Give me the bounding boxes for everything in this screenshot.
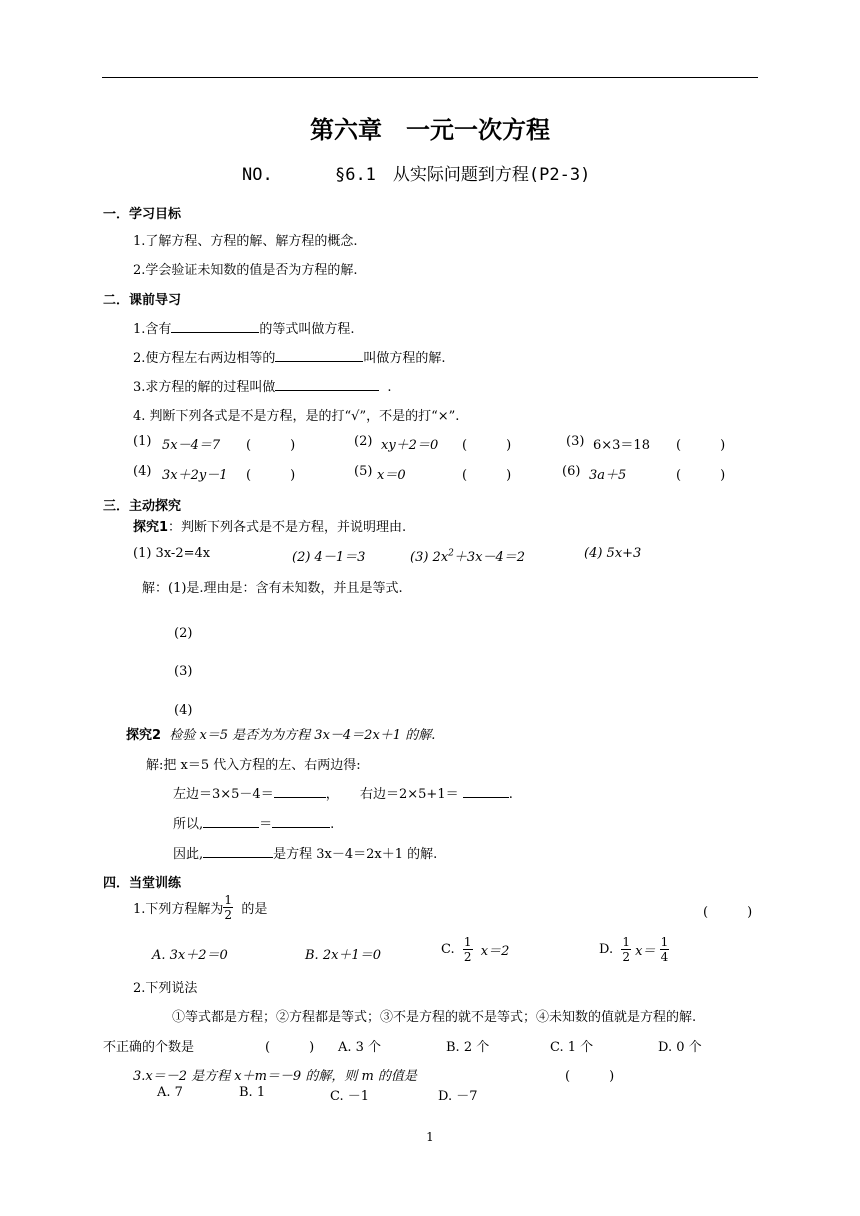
expr-2: xy＋2＝0 [381,438,439,453]
numerator: 1 [660,935,669,949]
blank [275,349,363,362]
answer-3-label: (3) [174,664,193,679]
dot: . [508,787,513,802]
paren: ( ) [246,468,296,483]
option-3c: C. －1 [330,1089,370,1104]
expr-6: 3a＋5 [589,468,627,483]
denominator: 2 [622,950,630,964]
expr-1-label: (1) [133,434,152,449]
explore-1-label: 探究1 [133,520,169,535]
blank [203,815,259,828]
left-side-text: 左边＝3×5－4＝ [173,787,274,802]
paren: ( ) [565,1069,615,1084]
option-1d [599,935,669,964]
option-1c-expr: x＝2 [480,944,510,959]
option-1d-letter: D. [599,942,614,957]
preview-q1-b: 的等式叫做方程. [259,322,355,337]
expr-4-label: (4) [133,464,152,479]
fraction-half [621,935,631,964]
fraction-half [463,935,473,964]
expr-5: x＝0 [377,468,406,483]
chapter-title: 第六章 一元一次方程 [310,116,550,144]
fraction-half [223,893,233,922]
practice-q2-body: ①等式都是方程；②方程都是等式；③不是方程的就不是等式；④未知数的值就是方程的解. [172,1010,697,1025]
answer-4-label: (4) [174,703,193,718]
explore-2 [126,724,435,743]
formula-3-sup: 2 [448,548,454,559]
header-rule [102,77,758,78]
paren: ( ) [246,438,296,453]
thus-rest: 是方程 3x－4＝2x＋1 的解. [273,847,438,862]
so-text: 所以, [173,817,204,832]
option-1c-letter: C. [441,942,455,957]
numerator: 1 [463,935,472,949]
blank [272,815,330,828]
blank [274,785,326,798]
explore-1 [133,516,406,535]
blank [171,320,259,333]
section-1-heading: 一．学习目标 [103,207,182,222]
option-1b: B. 2x＋1＝0 [305,948,381,963]
expr-1: 5x－4＝7 [162,438,221,453]
expr-4: 3x＋2y－1 [162,468,228,483]
practice-q2: 2.下列说法 [133,981,198,996]
explore-1-text: ：判断下列各式是不是方程，并说明理由. [168,520,407,535]
denominator: 2 [224,908,233,922]
option-1d-expr: x＝ [635,944,656,959]
preview-q3-b: . [387,380,392,395]
numerator: 1 [622,935,630,949]
paren: ( ) [462,468,512,483]
paren: ( ) [703,905,753,920]
expr-6-label: (6) [562,464,581,479]
formula-3-b: ＋3x－4＝2 [453,550,526,565]
page-number: 1 [426,1130,434,1144]
denominator: 2 [463,950,472,964]
practice-q1-b: 的是 [241,902,268,917]
subtitle-no: NO. [242,165,273,185]
blank [203,845,273,858]
practice-q3: 3.x＝－2 是方程 x＋m＝－9 的解，则 m 的值是 [133,1069,417,1084]
subtitle-section: §6.1 从实际问题到方程(P2-3) [334,165,591,185]
equals: ＝ [259,817,273,832]
blank [463,785,509,798]
right-side [360,783,513,802]
goal-1: 1.了解方程、方程的解、解方程的概念. [133,234,358,249]
dot: . [330,817,335,832]
practice-q1 [133,893,267,922]
thus-line [173,843,437,862]
option-3b: B. 1 [239,1085,266,1100]
section-3-heading: 三．主动探究 [103,499,182,514]
denominator: 4 [660,950,669,964]
paren: ( ) [265,1040,315,1055]
preview-q3-a: 3.求方程的解的过程叫做 [133,380,276,395]
so-line [173,813,334,832]
formula-4: (4) 5x+3 [584,546,642,561]
answer-1: 解：(1)是.理由是：含有未知数，并且是等式. [142,581,403,596]
answer-2-label: (2) [174,626,193,641]
blank [275,378,379,391]
formula-3-a: (3) 2x [410,550,449,565]
formula-2: (2) 4－1＝3 [292,550,366,565]
option-1c [441,935,509,964]
paren: ( ) [462,438,512,453]
numerator: 1 [224,893,233,907]
preview-q1-a: 1.含有 [133,322,172,337]
preview-q2-a: 2.使方程左右两边相等的 [133,351,276,366]
section-subtitle [242,160,590,185]
preview-q2-b: 叫做方程的解. [363,351,446,366]
option-2a: A. 3 个 [338,1040,382,1055]
formula-1: (1) 3x-2=4x [133,546,211,561]
option-2d: D. 0 个 [658,1040,702,1055]
preview-q2 [133,347,446,366]
explore-2-label: 探究2 [126,728,162,743]
thus-text: 因此, [173,847,204,862]
paren: ( ) [676,438,726,453]
expr-3-label: (3) [566,434,585,449]
section-2-heading: 二．课前导习 [103,293,182,308]
section-4-heading: 四．当堂训练 [103,876,182,891]
solution-intro: 解:把 x＝5 代入方程的左、右两边得: [146,758,361,773]
fraction-quarter [660,935,670,964]
preview-q3 [133,376,392,395]
option-1a: A. 3x＋2＝0 [152,948,228,963]
explore-2-text: 检验 x＝5 是否为为方程 3x－4＝2x＋1 的解. [169,728,436,743]
preview-q4: 4. 判断下列各式是不是方程，是的打“√”，不是的打“×”. [133,409,460,424]
option-3d: D. －7 [438,1089,478,1104]
option-3a: A. 7 [157,1085,183,1100]
option-2b: B. 2 个 [446,1040,490,1055]
expr-5-label: (5) [354,464,373,479]
right-side-text: 右边＝2×5+1＝ [360,787,459,802]
formula-3 [410,546,525,565]
option-2c: C. 1 个 [550,1040,594,1055]
comma: ， [325,787,339,802]
paren: ( ) [676,468,726,483]
left-side [173,783,339,802]
expr-2-label: (2) [354,434,373,449]
practice-q2-count: 不正确的个数是 [103,1040,195,1055]
goal-2: 2.学会验证未知数的值是否为方程的解. [133,263,358,278]
expr-3: 6×3＝18 [593,438,650,453]
preview-q1 [133,318,355,337]
practice-q1-a: 1.下列方程解为 [133,902,224,917]
